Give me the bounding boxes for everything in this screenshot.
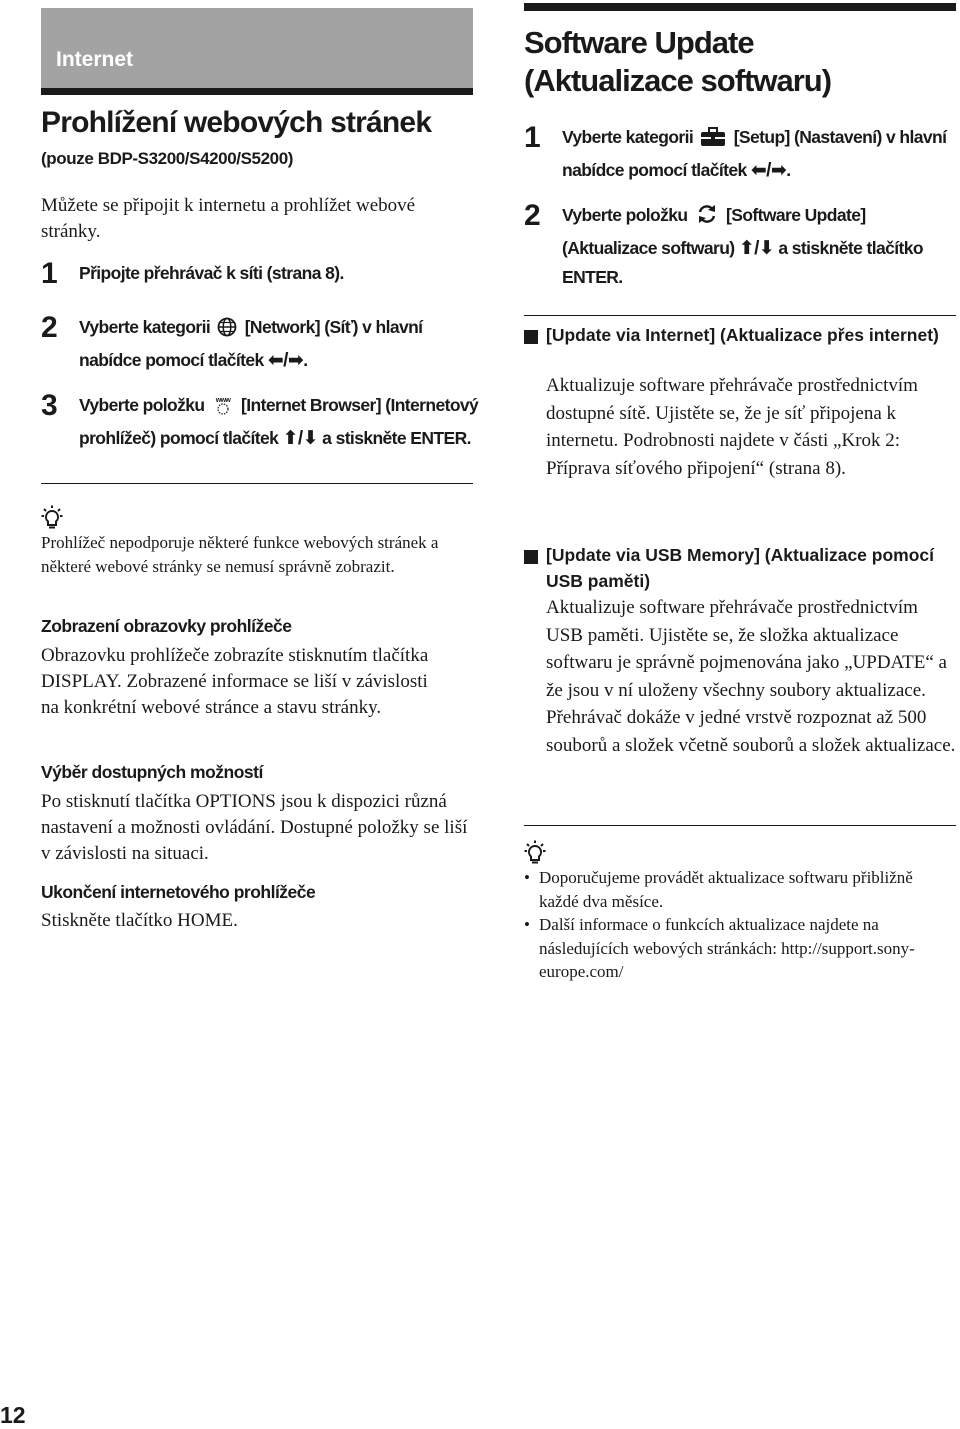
setup-toolbox-icon bbox=[700, 127, 726, 156]
step-text-before: Vyberte položku bbox=[562, 205, 688, 225]
step-text-after: [Internet Browser] (Internetový prohlížeč) pomocí tlačítek bbox=[79, 395, 479, 448]
up-down-arrows-icon: ⬆/⬇ bbox=[738, 238, 775, 259]
options-divider bbox=[524, 315, 956, 316]
software-update-refresh-icon bbox=[695, 203, 719, 234]
section-divider bbox=[41, 88, 473, 95]
left-right-arrows-icon: ⬅/➡ bbox=[267, 350, 304, 371]
page-number: 12 bbox=[0, 1402, 26, 1428]
step-text: Připojte přehrávač k síti (strana 8). bbox=[79, 263, 344, 283]
step-number: 3 bbox=[41, 389, 57, 422]
section-tab-label: Internet bbox=[56, 48, 134, 71]
step-text bbox=[79, 313, 479, 375]
tips-divider bbox=[524, 825, 956, 826]
browser-tip-text: Prohlížeč nepodporuje některé funkce webových stránek a některé webové stránky se nemusí správně zobrazit. bbox=[41, 533, 439, 576]
page-title: Prohlížení webových stránek bbox=[41, 106, 432, 139]
left-right-arrows-icon: ⬅/➡ bbox=[750, 160, 787, 181]
option-title: [Update via USB Memory] (Aktualizace pomocí USB paměti) bbox=[546, 545, 934, 591]
step-text bbox=[562, 123, 960, 185]
step-text bbox=[562, 201, 960, 292]
section-text: Obrazovku prohlížeče zobrazíte stisknutím tlačítka DISPLAY. Zobrazené informace se liší v závislosti na konkrétní webové stránce a stavu stránky. bbox=[41, 645, 429, 718]
step-text-after: [Setup] (Nastavení) v hlavní nabídce pomocí tlačítek bbox=[562, 127, 947, 180]
step-text-after: [Software Update] (Aktualizace softwaru) bbox=[562, 205, 866, 258]
option-title: [Update via Internet] (Aktualizace přes internet) bbox=[546, 325, 939, 345]
option-text: Aktualizuje software přehrávače prostřednictvím dostupné sítě. Ujistěte se, že je síť připojena k internetu. Podrobnosti najdete v části „Krok 2: Příprava síťového připojení“ (strana 8). bbox=[546, 375, 918, 479]
update-tips-list bbox=[524, 866, 934, 984]
browser-step-3 bbox=[41, 389, 479, 479]
list-item: • Doporučujeme provádět aktualizace softwaru přibližně každé dva měsíce. bbox=[524, 866, 934, 913]
option-update-via-internet bbox=[524, 322, 956, 512]
section-heading: Ukončení internetového prohlížeče bbox=[41, 882, 316, 902]
option-bullet-square bbox=[524, 330, 538, 344]
internet-browser-www-icon bbox=[212, 393, 234, 424]
svg-text:www: www bbox=[215, 397, 231, 404]
top-rule bbox=[524, 3, 956, 11]
step-number: 1 bbox=[524, 121, 540, 154]
intro-text: Můžete se připojit k internetu a prohlížet webové stránky. bbox=[41, 195, 416, 242]
update-step-2 bbox=[524, 199, 956, 291]
software-update-subtitle: (Aktualizace softwaru) bbox=[524, 63, 832, 98]
browser-step-2 bbox=[41, 311, 473, 371]
up-down-arrows-icon: ⬆/⬇ bbox=[282, 428, 318, 449]
step-text-end: . bbox=[786, 160, 791, 180]
network-globe-icon bbox=[217, 317, 237, 346]
step-text bbox=[79, 391, 479, 453]
step-text-after: [Network] (Síť) v hlavní nabídce pomocí tlačítek bbox=[79, 317, 423, 370]
step-text-end: . bbox=[303, 350, 308, 370]
tip-divider bbox=[41, 483, 473, 484]
section-heading: Výběr dostupných možností bbox=[41, 762, 263, 782]
section-heading: Zobrazení obrazovky prohlížeče bbox=[41, 616, 292, 636]
software-update-title: Software Update bbox=[524, 25, 754, 60]
step-number: 2 bbox=[41, 311, 57, 344]
option-update-via-usb bbox=[524, 542, 956, 817]
section-tab bbox=[41, 8, 473, 88]
list-item: • Další informace o funkcích aktualizace najdete na následujících webových stránkách: http://support.sony-europe.com/ bbox=[524, 913, 934, 984]
step-text-end: a stiskněte ENTER. bbox=[322, 428, 471, 448]
step-number: 2 bbox=[524, 199, 540, 232]
option-text: Aktualizuje software přehrávače prostřednictvím USB paměti. Ujistěte se, že složka aktualizace softwaru je správně pojmenována jako „UPDATE“ a že jsou v ní uloženy všechny soubory aktualizace. Přehrávač dokáže v jedné vrstvě rozpoznat až 500 souborů a složek včetně souborů a složek aktualizace. bbox=[546, 597, 956, 756]
step-text-end: a stiskněte tlačítko ENTER. bbox=[562, 238, 924, 287]
step-text-before: Vyberte kategorii bbox=[562, 127, 694, 147]
option-bullet-square bbox=[524, 550, 538, 564]
section-text: Po stisknutí tlačítka OPTIONS jsou k dispozici různá nastavení a možnosti ovládání. Dostupné položky se liší v závislosti na situaci. bbox=[41, 791, 468, 864]
update-step-1 bbox=[524, 121, 956, 181]
page-subtitle: (pouze BDP-S3200/S4200/S5200) bbox=[41, 149, 294, 168]
section-text: Stiskněte tlačítko HOME. bbox=[41, 910, 238, 931]
browser-step-1 bbox=[41, 257, 473, 291]
step-text-before: Vyberte kategorii bbox=[79, 317, 211, 337]
step-number: 1 bbox=[41, 257, 57, 290]
step-text-before: Vyberte položku bbox=[79, 395, 205, 415]
